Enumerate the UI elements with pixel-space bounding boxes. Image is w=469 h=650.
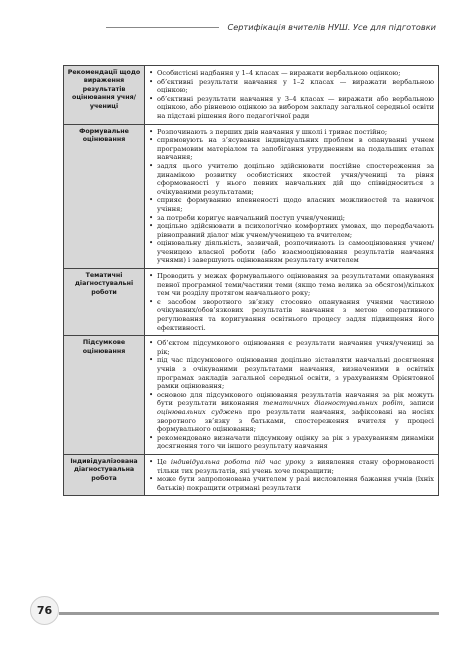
list-item: • задля цього учителю доцільно здійснювати постійне спостереження за динамікою розвитку особистісних якостей учня/учениці та рівня сформованості у нього певних навчальних дій що співвідноситься з очікуваними результатами;	[149, 162, 434, 196]
list-item: • Проводить у межах формувального оцінювання за результатами опанування певної програмної теми/частини теми (якщо тема велика за обсягом)/кількох тем чи розділу протягом навчального року;	[149, 272, 434, 298]
italic-phrase: тематичних діагностувальних робіт	[263, 399, 403, 408]
list-item: • оцінювальну діяльність, зазвичай, розпочинають із самооцінювання учнем/ученицею власної роботи (або взаємооцінювання результатів навчання учнями) і завершують оцінюванням результату вчителем	[149, 239, 434, 265]
bullet-list	[149, 128, 434, 266]
list-item: • є засобом зворотного зв’язку стосовно опанування учнями частиною очікуваних/обов’язкових результатів навчання з метою оперативного регулювання та коригування освітнього процесу задля підвищення його ефективності.	[149, 298, 434, 332]
assessment-table	[63, 65, 439, 496]
row-content	[145, 454, 439, 495]
list-item: • під час підсумкового оцінювання доцільно зіставляти навчальні досягнення учнів з очікуваними результатами навчання, визначеними в освітніх програмах закладів загальної середньої освіти, з урахуванням Орієнтовної рамки оцінювання;	[149, 356, 434, 390]
list-item: • об’єктивні результати навчання у 3–4 класах — виражати або вербальною оцінкою, або рівневою оцінкою за вибором закладу загальної середньої освіти на підставі рішення його педагогічної ради	[149, 95, 434, 121]
italic-phrase: індивідуальна робота під час уроку	[170, 457, 306, 466]
row-content	[145, 336, 439, 455]
text-segment: основою для підсумкового оцінювання результатів навчання за рік можуть бути результати виконання	[157, 390, 434, 408]
list-item: • об’єктивні результати навчання у 1–2 класах — виражати вербальною оцінкою;	[149, 78, 434, 95]
list-item	[149, 391, 434, 434]
list-item: • може бути запропонована учителем у разі висловлення бажання учнів (їхніх батьків) покращити отримані результати	[149, 475, 434, 492]
page-footer	[30, 596, 439, 626]
bullet-list	[149, 339, 434, 451]
bullet-list	[149, 272, 434, 332]
list-item: • спрямовують на з’ясування індивідуальних проблем в опануванні учнем програмовим матеріалом та запобігання утрудненням на подальших етапах навчання;	[149, 136, 434, 162]
table-body	[64, 66, 439, 496]
row-label: Підсумкове оцінювання	[64, 336, 145, 455]
table-row	[64, 66, 439, 125]
table-row	[64, 269, 439, 336]
page-number: 76	[30, 596, 59, 625]
row-label: Формувальне оцінювання	[64, 124, 145, 269]
row-label: Рекомендації щодо вираження результатів оцінювання учня/учениці	[64, 66, 145, 125]
bullet-list	[149, 69, 434, 121]
running-header	[106, 14, 436, 32]
table-row	[64, 124, 439, 269]
text-segment: Це	[157, 457, 171, 466]
footer-rule	[59, 612, 439, 615]
list-item: • Об’єктом підсумкового оцінювання є результати навчання учня/учениці за рік;	[149, 339, 434, 356]
list-item: • за потреби коригує навчальний поступ учня/учениці;	[149, 214, 434, 223]
text-segment: про результати навчання, зафіксовані на носіях зворотного зв’язку з батьками, спостереження вчителя у процесі формувального оцінювання;	[157, 407, 434, 434]
bullet-list	[149, 458, 434, 492]
text-segment: , записи	[402, 399, 434, 408]
row-content	[145, 66, 439, 125]
list-item: • Особистісні надбання у 1–4 класах — виражати вербальною оцінкою;	[149, 69, 434, 78]
list-item: • Розпочинають з перших днів навчання у школі і триває постійно;	[149, 128, 434, 137]
italic-phrase: оцінювальних суджень	[157, 407, 243, 416]
list-item: • сприяє формуванню впевненості щодо власних можливостей та навичок учіння;	[149, 196, 434, 213]
table-row	[64, 454, 439, 495]
text-segment: з виявлення стану сформованості тільки тих результатів, які учень хоче покращити;	[157, 457, 435, 475]
header-rule	[106, 27, 219, 28]
list-item: • рекомендовано визначати підсумкову оцінку за рік з урахуванням динаміки досягнення того чи іншого результату навчання	[149, 434, 434, 451]
row-label: Тематичні діагностувальні роботи	[64, 269, 145, 336]
row-label: Індивідуалізована діагностувальна робота	[64, 454, 145, 495]
row-content	[145, 269, 439, 336]
list-item	[149, 458, 434, 475]
row-content	[145, 124, 439, 269]
list-item: • доцільно здійснювати в психологічно комфортних умовах, що передбачають рівноправний діалог між учнем/ученицею та вчителем;	[149, 222, 434, 239]
header-title: Сертифікація вчителів НУШ. Усе для підготовки	[227, 22, 436, 32]
table-row	[64, 336, 439, 455]
